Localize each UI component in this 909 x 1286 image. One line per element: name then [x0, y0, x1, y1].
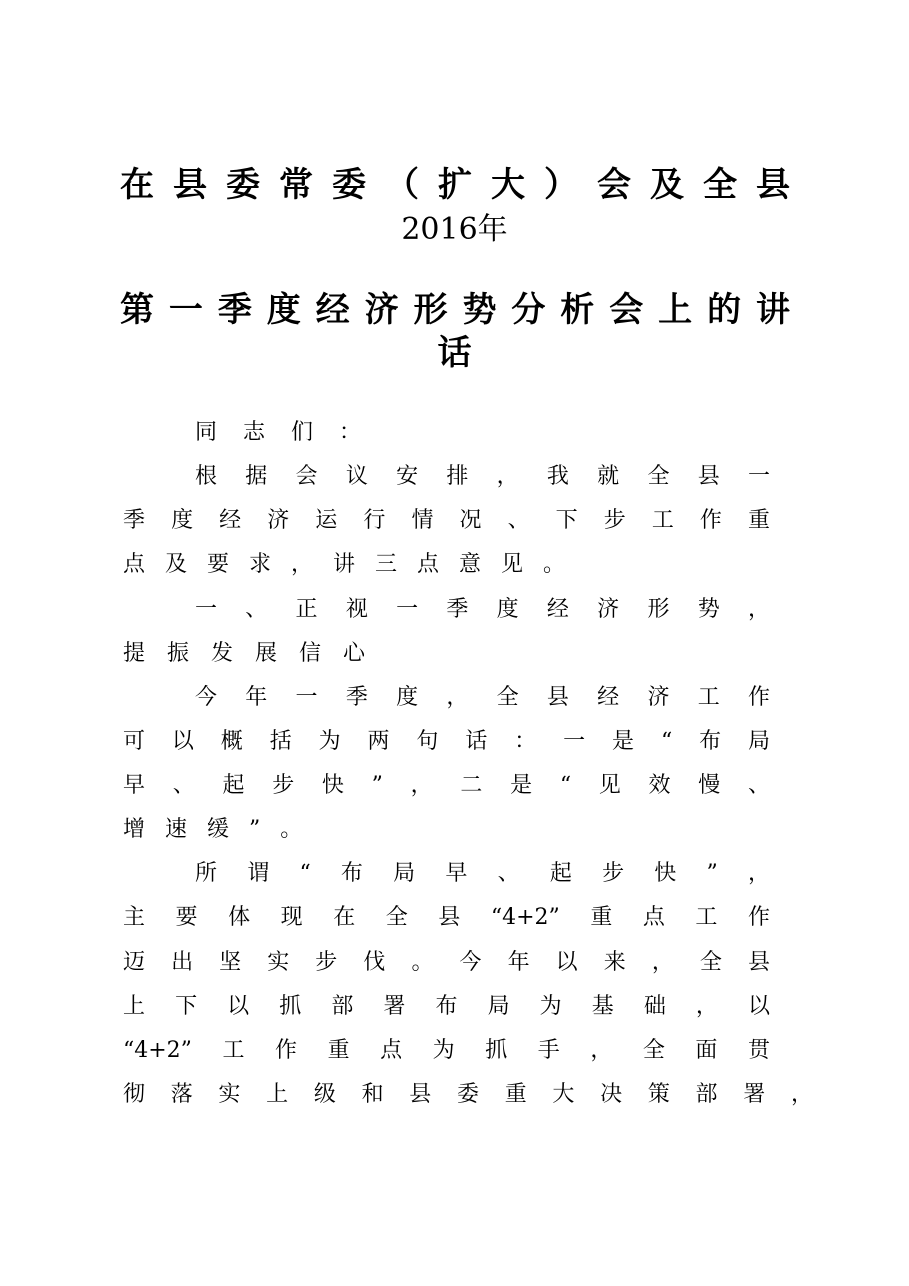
paragraph-line: 根据会议安排，我就全县一	[195, 464, 770, 489]
paragraph-line: 早、起步快”，二是“见效慢、	[123, 773, 770, 798]
paragraph-line: 主要体现在全县“4+2”重点工作	[123, 905, 770, 930]
paragraph-line: 迈出坚实步伐。今年以来，全县	[123, 950, 770, 975]
title-line-4: 话	[437, 333, 472, 373]
paragraph-line: 季度经济运行情况、下步工作重	[123, 508, 770, 533]
paragraph-line: 可以概括为两句话：一是“布局	[123, 729, 770, 754]
paragraph-line: 点及要求，讲三点意见。	[123, 552, 586, 577]
title-line-3: 第一季度经济形势分析会上的讲	[120, 290, 790, 330]
title-line-1: 在县委常委（扩大）会及全县	[120, 165, 790, 205]
paragraph-line: “4+2”工作重点为抓手，全面贯	[123, 1038, 770, 1063]
section-heading-line: 一、正视一季度经济形势，	[195, 597, 770, 622]
section-heading-line: 提振发展信心	[123, 641, 388, 666]
salutation: 同志们：	[195, 420, 388, 445]
paragraph-line: 今年一季度，全县经济工作	[195, 685, 770, 710]
paragraph-line: 增速缓”。	[123, 817, 323, 842]
paragraph-line: 彻落实上级和县委重大决策部署，	[123, 1082, 813, 1107]
paragraph-line: 所谓“布局早、起步快”，	[195, 861, 770, 886]
paragraph-line: 上下以抓部署布局为基础，以	[123, 994, 770, 1019]
title-line-2: 2016年	[401, 212, 508, 247]
